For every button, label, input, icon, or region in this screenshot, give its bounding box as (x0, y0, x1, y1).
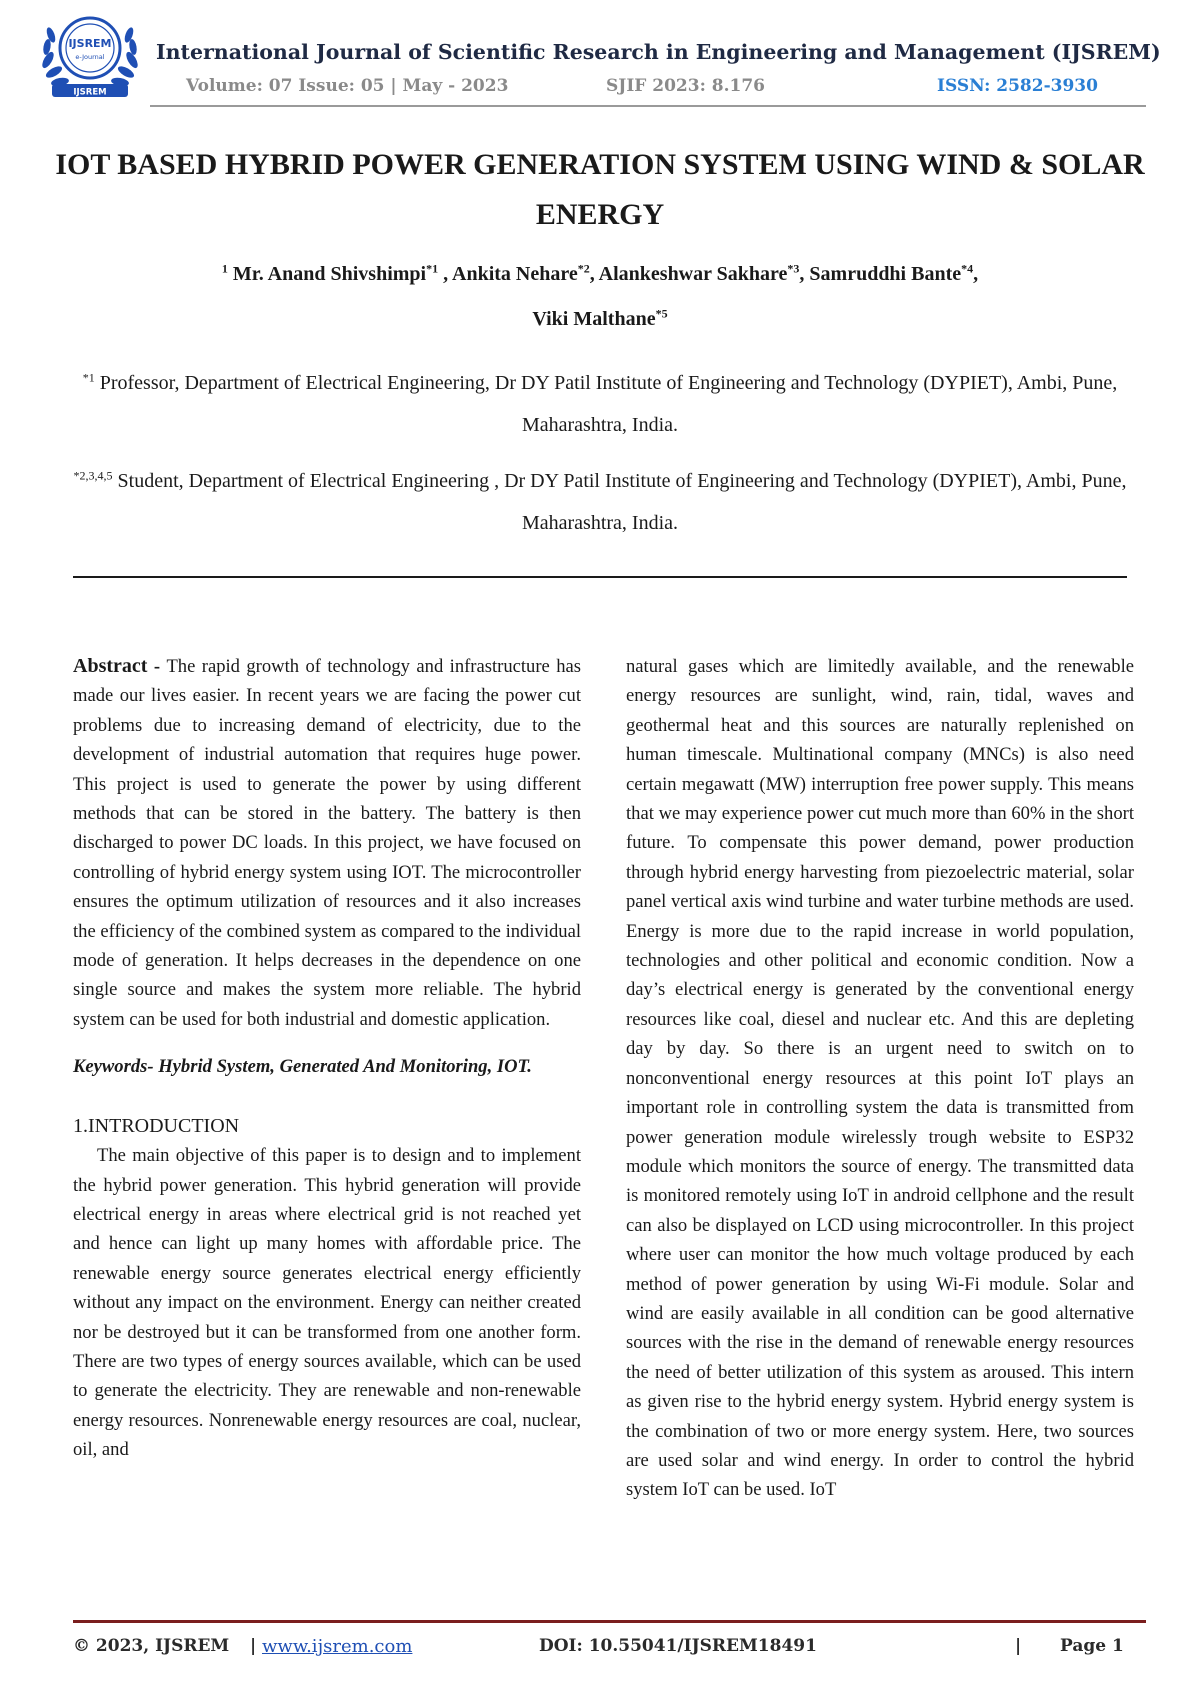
introduction-text-right: natural gases which are limitedly available, and the renewable energy resources are sunlight, wind, rain, tidal, waves and geothermal heat and this sources are naturally replenished on human timescale. Multinational company (MNCs) is also need certain megawatt (MW) interruption free power supply. This means that we may experience power cut much more than 60% in the short future. To compensate this power demand, power production through hybrid energy harvesting from piezoelectric material, solar panel vertical axis wind turbine and water turbine methods are used. Energy is more due to the rapid increase in world population, technologies and other political and economic condition. Now a day’s electrical energy is generated by the conventional energy resources like coal, diesel and nuclear etc. And this are depleting day by day. So there is an urgent need to switch on to nonconventional energy resources at this point IoT plays an important role in controlling system the data is transmitted from power generation module wirelessly trough website to ESP32 module which monitors the source of energy. The transmitted data is monitored remotely using IoT in android cellphone and the result can also be displayed on LCD using microcontroller. In this project where user can monitor the how much voltage produced by each method of power generation by using Wi-Fi module. Solar and wind are easily available in all condition can be good alternative sources with the rise in the demand of renewable energy resources the need of better utilization of this system as aroused. This intern as given rise to the hybrid energy system. Hybrid energy system is the combination of two or more energy system. Here, two sources are used solar and wind energy. In order to control the hybrid system IoT can be used. IoT (626, 656, 1134, 1501)
author-1-sup: *1 (426, 261, 439, 276)
footer-page-number: Page 1 (1060, 1636, 1124, 1656)
logo-subtext: e-Journal (75, 53, 105, 61)
affiliation-2-text: Student, Department of Electrical Engineering , Dr DY Patil Institute of Engineering and Technology (DYPIET), Ambi, Pune, Maharashtra, India. (117, 470, 1127, 534)
author-sep: , (973, 263, 979, 285)
left-column (73, 652, 581, 1465)
author-4-sup: *4 (961, 261, 974, 276)
paper-title: IOT BASED HYBRID POWER GENERATION SYSTEM USING WIND & SOLAR ENERGY (55, 148, 1145, 231)
footer-copyright: © 2023, IJSREM (73, 1636, 230, 1656)
author-sep: , (799, 263, 810, 285)
author-3-sup: *3 (787, 261, 800, 276)
author-list (40, 252, 1160, 342)
footer-website-link[interactable]: www.ijsrem.com (262, 1636, 413, 1657)
footer-separator: | (250, 1636, 257, 1656)
sjif-score: SJIF 2023: 8.176 (606, 76, 766, 96)
author-5-sup: *5 (655, 306, 668, 321)
volume-issue: Volume: 07 Issue: 05 | May - 2023 (186, 76, 509, 96)
keywords: Keywords- Hybrid System, Generated And Monitoring, IOT. (73, 1056, 532, 1078)
abstract-paragraph (73, 652, 581, 1034)
abstract-label: Abstract (73, 655, 148, 677)
issn-number: ISSN: 2582-3930 (937, 76, 1098, 96)
right-column (626, 652, 1134, 1505)
footer-doi: DOI: 10.55041/IJSREM18491 (539, 1636, 817, 1656)
author-sep: , (589, 263, 599, 285)
affiliation-1-sup: *1 (82, 370, 95, 385)
affiliation-1 (40, 362, 1160, 446)
affiliation-1-text: Professor, Department of Electrical Engineering, Dr DY Patil Institute of Engineering and Technology (DYPIET), Ambi, Pune, Maharashtra, India. (99, 372, 1118, 436)
author-5-name: Viki Malthane (532, 308, 656, 330)
author-4-name: Samruddhi Bante (809, 263, 962, 285)
title-separator (73, 576, 1127, 578)
abstract-dash: - (147, 656, 167, 677)
footer-separator: | (1015, 1636, 1022, 1656)
author-1-name: Mr. Anand Shivshimpi (232, 263, 427, 285)
introduction-text-left: The main objective of this paper is to design and to implement the hybrid power generation. This hybrid generation will provide electrical energy in areas where electrical grid is not reached yet and hence can light up many homes with affordable price. The renewable energy source generates electrical energy efficiently without any impact on the environment. Energy can neither created nor be destroyed but it can be transformed from one another form. There are two types of energy sources available, which can be used to generate the electricity. They are renewable and non-renewable energy resources. Nonrenewable energy resources are coal, nuclear, oil, and (73, 1145, 581, 1461)
logo-text: IJSREM (68, 37, 112, 50)
footer-rule (73, 1620, 1146, 1623)
journal-title: International Journal of Scientific Research in Engineering and Management (IJSREM) (156, 40, 1161, 64)
abstract-text: The rapid growth of technology and infrastructure has made our lives easier. In recent years we are facing the power cut problems due to increasing demand of electricity, due to the development of industrial automation that requires huge power. This project is used to generate the power by using different methods that can be stored in the battery. The battery is then discharged to power DC loads. In this project, we have focused on controlling of hybrid energy system using IOT. The microcontroller ensures the optimum utilization of resources and it also increases the efficiency of the combined system as compared to the individual mode of generation. It helps decreases in the dependence on one single source and makes the system more reliable. The hybrid system can be used for both industrial and domestic application. (73, 656, 581, 1030)
logo-ribbon-text: IJSREM (73, 87, 107, 98)
affiliation-2-sup: *2,3,4,5 (73, 468, 113, 483)
introduction-heading: 1.INTRODUCTION (73, 1114, 240, 1137)
author-2-sup: *2 (577, 261, 590, 276)
header-rule (150, 105, 1146, 107)
ijsrem-logo (34, 10, 146, 100)
author-sep: , (438, 263, 452, 285)
author-1-prefix: 1 (221, 261, 228, 276)
author-2-name: Ankita Nehare (452, 263, 578, 285)
affiliation-2 (40, 460, 1160, 544)
author-3-name: Alankeshwar Sakhare (598, 263, 788, 285)
